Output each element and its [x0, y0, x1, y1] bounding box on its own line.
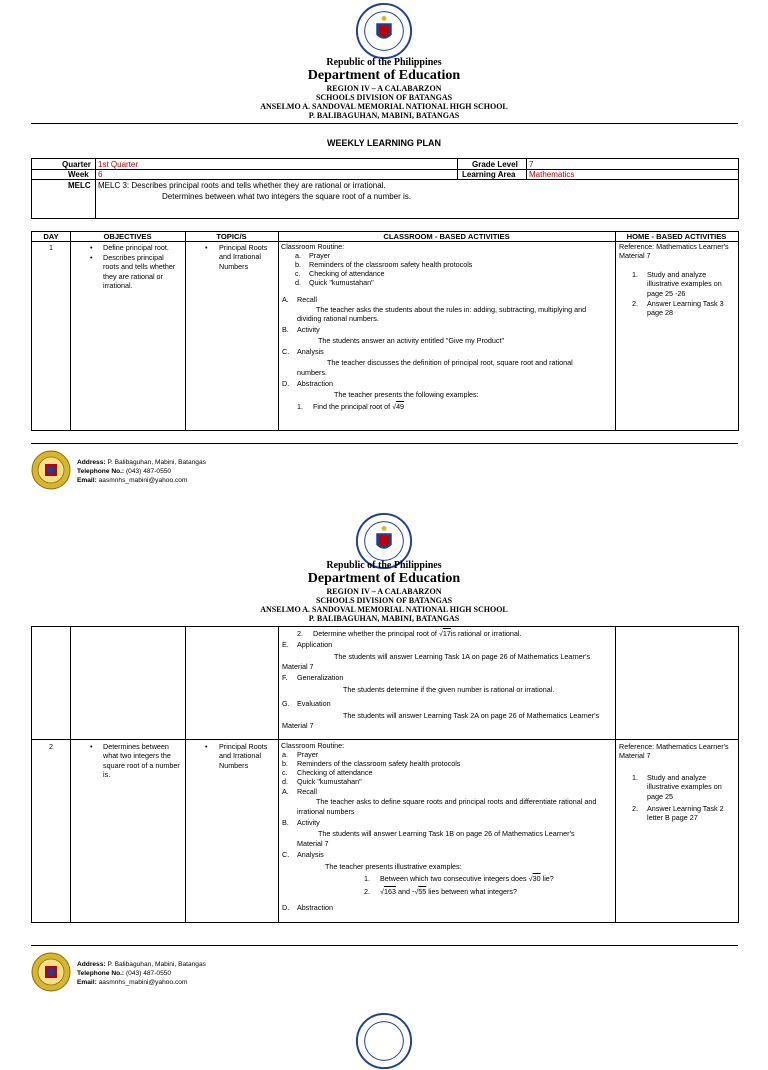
- section-text: The teacher asks the students about the rules in: adding, subtracting, multiplying and: [316, 305, 587, 314]
- section-marker: F.: [282, 673, 288, 682]
- home-reference: Reference: Mathematics Learner's Material 7: [619, 242, 729, 261]
- header-school: ANSELMO A. SANDOVAL MEMORIAL NATIONAL HIGH SCHOOL: [260, 102, 508, 111]
- header-republic: Republic of the Philippines: [326, 560, 442, 571]
- header-region: REGION IV – A CALABARZON: [326, 84, 442, 93]
- header-address: P. BALIBAGUHAN, MABINI, BATANGAS: [308, 111, 460, 120]
- bullet-icon: •: [90, 253, 93, 262]
- example-item: √163 and -√55 lies between what integers?: [380, 887, 517, 896]
- section-text: irrational numbers: [297, 807, 355, 816]
- section-title: Recall: [297, 295, 317, 304]
- section-marker: A.: [282, 295, 289, 304]
- section-marker: D.: [282, 379, 290, 388]
- footer-telephone: Telephone No.: (043) 487-0550: [77, 468, 172, 475]
- footer-email: Email: aasmnhs_mabini@yahoo.com: [77, 477, 188, 484]
- example-item: Determine whether the principal root of √17is rational or irrational.: [313, 629, 522, 638]
- home-item: Answer Learning Task 2 letter B page 27: [647, 804, 724, 823]
- header-objectives: OBJECTIVES: [103, 232, 152, 241]
- section-title: Analysis: [297, 347, 324, 356]
- footer-divider: [31, 443, 738, 444]
- section-title: Application: [297, 640, 333, 649]
- header-address: P. BALIBAGUHAN, MABINI, BATANGAS: [308, 614, 460, 623]
- week-value: 6: [98, 170, 103, 179]
- routine-item: Prayer: [309, 251, 331, 260]
- melc-line-2: Determines between what two integers the square root of a number is.: [162, 192, 412, 201]
- header-divider: [31, 123, 738, 124]
- day-2-table: [31, 626, 739, 923]
- list-marker: a.: [282, 750, 288, 759]
- section-text: The teacher asks to define square roots and principal roots and differentiate rational and: [316, 797, 597, 806]
- school-logo-icon: [31, 450, 71, 490]
- bullet-icon: •: [90, 243, 93, 252]
- plan-title: WEEKLY LEARNING PLAN: [326, 138, 441, 148]
- section-marker: B.: [282, 818, 289, 827]
- topic-item: Principal Roots and Irrational Numbers: [219, 742, 268, 770]
- section-marker: A.: [282, 787, 289, 796]
- list-marker: 2.: [297, 629, 303, 638]
- objective-item: Describes principal roots and tells whether they are rational or irrational.: [103, 253, 176, 291]
- list-marker: c.: [295, 269, 301, 278]
- section-title: Abstraction: [297, 379, 333, 388]
- routine-item: Reminders of the classroom safety health protocols: [297, 759, 461, 768]
- routine-item: Checking of attendance: [309, 269, 385, 278]
- section-marker: C.: [282, 347, 290, 356]
- footer-address: Address: P. Balibaguhan, Mabini, Batangas: [77, 459, 206, 466]
- section-text: Material 7: [297, 839, 329, 848]
- header-topics: TOPIC/S: [216, 232, 247, 241]
- grade-level-label: Grade Level: [472, 160, 518, 169]
- header-home: HOME - BASED ACTIVITIES: [626, 232, 727, 241]
- header-school: ANSELMO A. SANDOVAL MEMORIAL NATIONAL HIGH SCHOOL: [260, 605, 508, 614]
- deped-seal-icon: [355, 2, 413, 60]
- header-division: SCHOOLS DIVISION OF BATANGAS: [315, 596, 453, 605]
- section-text: dividing rational numbers.: [297, 314, 379, 323]
- section-text: The students determine if the given number is rational or irrational.: [343, 685, 555, 694]
- list-marker: 1.: [632, 773, 638, 782]
- melc-line-1: MELC 3: Describes principal roots and tells whether they are rational or irrational.: [98, 181, 386, 190]
- day-1-table: [31, 231, 739, 431]
- routine-item: Reminders of the classroom safety health protocols: [309, 260, 473, 269]
- home-item: Answer Learning Task 3 page 28: [647, 299, 724, 318]
- section-text: The teacher presents illustrative examples:: [325, 862, 462, 871]
- learning-area-value: Mathematics: [529, 170, 575, 179]
- section-text: The students answer an activity entitled "Give my Product": [318, 336, 505, 345]
- list-marker: a.: [295, 251, 301, 260]
- header-region: REGION IV – A CALABARZON: [326, 587, 442, 596]
- section-title: Recall: [297, 787, 317, 796]
- routine-title: Classroom Routine:: [281, 741, 345, 750]
- day-number: 1: [49, 243, 53, 252]
- section-title: Analysis: [297, 850, 324, 859]
- section-title: Abstraction: [297, 903, 333, 912]
- header-department: Department of Education: [307, 571, 461, 586]
- list-marker: 2.: [632, 804, 638, 813]
- list-marker: 1.: [632, 270, 638, 279]
- routine-item: Quick "kumustahan": [309, 278, 374, 287]
- list-marker: b.: [282, 759, 288, 768]
- example-item: Between which two consecutive integers does √30 lie?: [380, 874, 554, 883]
- list-marker: b.: [295, 260, 301, 269]
- section-text: Material 7: [282, 662, 314, 671]
- section-marker: D.: [282, 903, 290, 912]
- list-marker: 1.: [297, 402, 303, 411]
- section-text: The students will answer Learning Task 1B on page 26 of Mathematics Learner's: [318, 829, 575, 838]
- melc-label: MELC: [68, 181, 91, 190]
- list-marker: 2.: [632, 299, 638, 308]
- routine-item: Prayer: [297, 750, 319, 759]
- section-text: The teacher presents the following examples:: [334, 390, 479, 399]
- learning-area-label: Learning Area: [462, 170, 516, 179]
- home-item: Study and analyze illustrative examples on page 25 -26: [647, 270, 722, 298]
- objective-item: Determines between what two integers the square root of a number is.: [103, 742, 180, 780]
- week-label: Week: [68, 170, 89, 179]
- quarter-value: 1st Quarter: [98, 160, 139, 169]
- bullet-icon: •: [205, 742, 208, 751]
- section-marker: C.: [282, 850, 290, 859]
- info-box: [31, 158, 739, 219]
- quarter-label: Quarter: [62, 160, 91, 169]
- header-division: SCHOOLS DIVISION OF BATANGAS: [315, 93, 453, 102]
- section-text: The students will answer Learning Task 2A on page 26 of Mathematics Learner's: [343, 711, 600, 720]
- routine-item: Quick "kumustahan": [297, 777, 362, 786]
- footer-telephone: Telephone No.: (043) 487-0550: [77, 970, 172, 977]
- section-marker: E.: [282, 640, 289, 649]
- list-marker: 2.: [364, 887, 370, 896]
- section-title: Evaluation: [297, 699, 331, 708]
- day-number: 2: [49, 742, 53, 751]
- example-item: Find the principal root of √49: [313, 402, 405, 411]
- section-title: Activity: [297, 325, 320, 334]
- list-marker: 1.: [364, 874, 370, 883]
- footer-address: Address: P. Balibaguhan, Mabini, Batangas: [77, 961, 206, 968]
- section-title: Activity: [297, 818, 320, 827]
- section-title: Generalization: [297, 673, 344, 682]
- footer-email: Email: aasmnhs_mabini@yahoo.com: [77, 979, 188, 986]
- header-republic: Republic of the Philippines: [326, 57, 442, 68]
- grade-level-value: 7: [529, 160, 534, 169]
- home-reference: Reference: Mathematics Learner's Material 7: [619, 742, 729, 761]
- header-day: DAY: [43, 232, 59, 241]
- school-logo-icon: [31, 952, 71, 992]
- section-text: The teacher discusses the definition of principal root, square root and rational: [327, 358, 573, 367]
- bullet-icon: •: [90, 742, 93, 751]
- section-text: numbers.: [297, 368, 327, 377]
- routine-item: Checking of attendance: [297, 768, 373, 777]
- topic-item: Principal Roots and Irrational Numbers: [219, 243, 268, 271]
- bullet-icon: •: [205, 243, 208, 252]
- list-marker: d.: [282, 777, 288, 786]
- objective-item: Define principal root.: [103, 243, 169, 252]
- section-marker: G.: [282, 699, 290, 708]
- home-item: Study and analyze illustrative examples on page 25: [647, 773, 722, 801]
- footer-divider: [31, 945, 738, 946]
- section-text: The students will answer Learning Task 1A on page 26 of Mathematics Learner's: [334, 652, 591, 661]
- section-marker: B.: [282, 325, 289, 334]
- section-text: Material 7: [282, 721, 314, 730]
- list-marker: d.: [295, 278, 301, 287]
- header-classroom: CLASSROOM - BASED ACTIVITIES: [383, 232, 510, 241]
- list-marker: c.: [282, 768, 288, 777]
- deped-seal-icon: [355, 1012, 413, 1070]
- header-department: Department of Education: [307, 68, 461, 83]
- routine-title: Classroom Routine:: [281, 242, 345, 251]
